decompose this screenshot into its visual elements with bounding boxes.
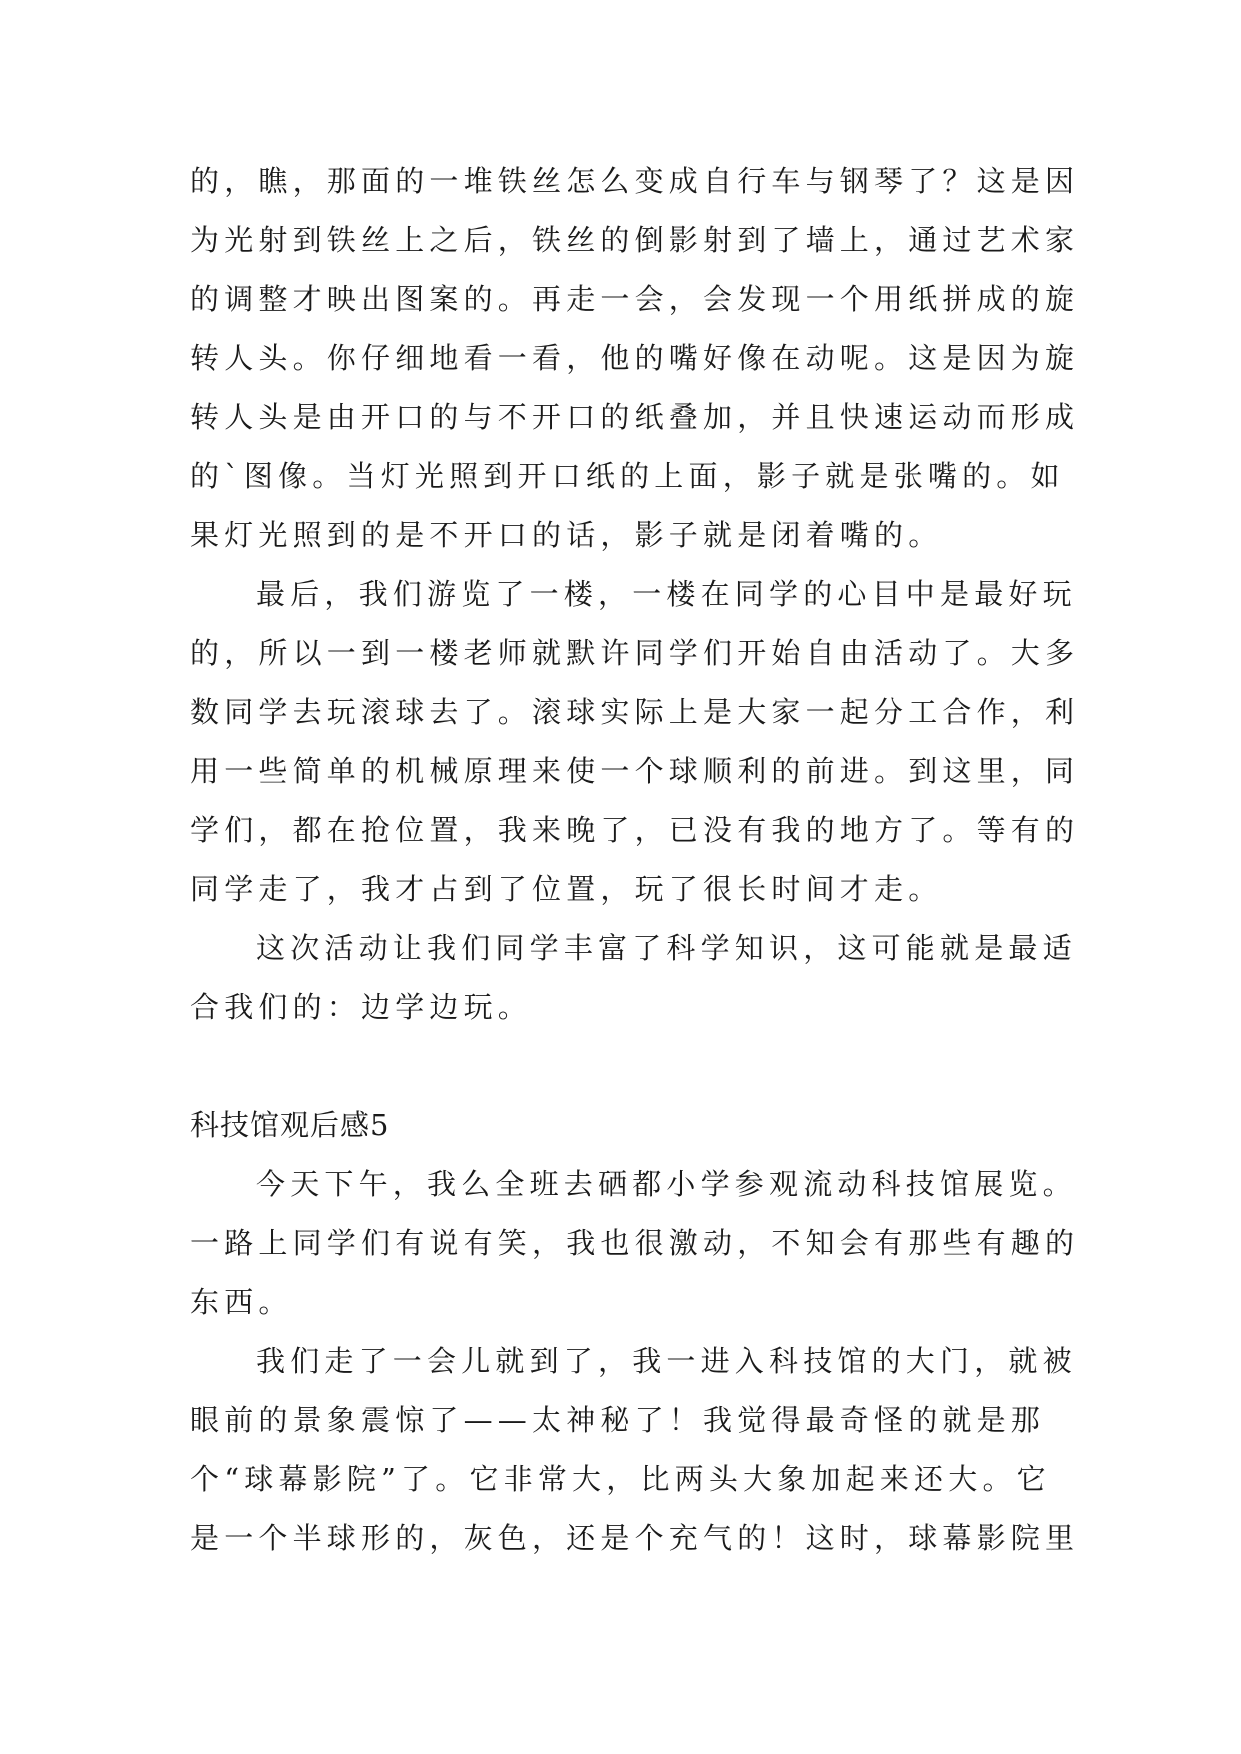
text-line: 一路上同学们有说有笑，我也很激动，不知会有那些有趣的 — [190, 1226, 1080, 1260]
text-line: 我们走了一会儿就到了，我一进入科技馆的大门，就被 — [256, 1344, 1077, 1378]
text-line: 的调整才映出图案的。再走一会，会发现一个用纸拼成的旋 — [190, 282, 1080, 316]
text-line: 的`图像。当灯光照到开口纸的上面，影子就是张嘴的。如 — [190, 459, 1065, 493]
text-line: 学们，都在抢位置，我来晚了，已没有我的地方了。等有的 — [190, 813, 1080, 847]
text-line: 果灯光照到的是不开口的话，影子就是闭着嘴的。 — [190, 518, 943, 552]
text-line: 最后，我们游览了一楼，一楼在同学的心目中是最好玩 — [256, 577, 1077, 611]
section-spacer — [190, 1037, 1070, 1096]
text-line: 个“球幕影院”了。它非常大，比两头大象加起来还大。它 — [190, 1462, 1051, 1496]
paragraph-2 — [190, 565, 1080, 919]
paragraph-5 — [190, 1332, 1080, 1568]
text-line: 为光射到铁丝上之后，铁丝的倒影射到了墙上，通过艺术家 — [190, 223, 1080, 257]
text-line: 东西。 — [190, 1285, 293, 1319]
paragraph-4 — [190, 1155, 1080, 1332]
text-line: 合我们的：边学边玩。 — [190, 990, 533, 1024]
text-line: 眼前的景象震惊了——太神秘了！我觉得最奇怪的就是那 — [190, 1403, 1046, 1437]
paragraph-3 — [190, 919, 1077, 1037]
document-page — [190, 152, 1080, 1568]
text-line: 是一个半球形的，灰色，还是个充气的！这时，球幕影院里 — [190, 1521, 1080, 1555]
text-line: 今天下午，我么全班去硒都小学参观流动科技馆展览。 — [256, 1167, 1077, 1201]
text-line: 转人头。你仔细地看一看，他的嘴好像在动呢。这是因为旋 — [190, 341, 1080, 375]
section-title: 科技馆观后感5 — [190, 1108, 390, 1142]
text-line: 数同学去玩滚球去了。滚球实际上是大家一起分工合作，利 — [190, 695, 1080, 729]
text-line: 的，所以一到一楼老师就默许同学们开始自由活动了。大多 — [190, 636, 1080, 670]
paragraph-1 — [190, 152, 1080, 565]
text-line: 用一些简单的机械原理来使一个球顺利的前进。到这里，同 — [190, 754, 1080, 788]
text-line: 这次活动让我们同学丰富了科学知识，这可能就是最适 — [256, 931, 1077, 965]
text-line: 转人头是由开口的与不开口的纸叠加，并且快速运动而形成 — [190, 400, 1080, 434]
text-line: 的，瞧，那面的一堆铁丝怎么变成自行车与钢琴了？这是因 — [190, 164, 1080, 198]
text-line: 同学走了，我才占到了位置，玩了很长时间才走。 — [190, 872, 943, 906]
